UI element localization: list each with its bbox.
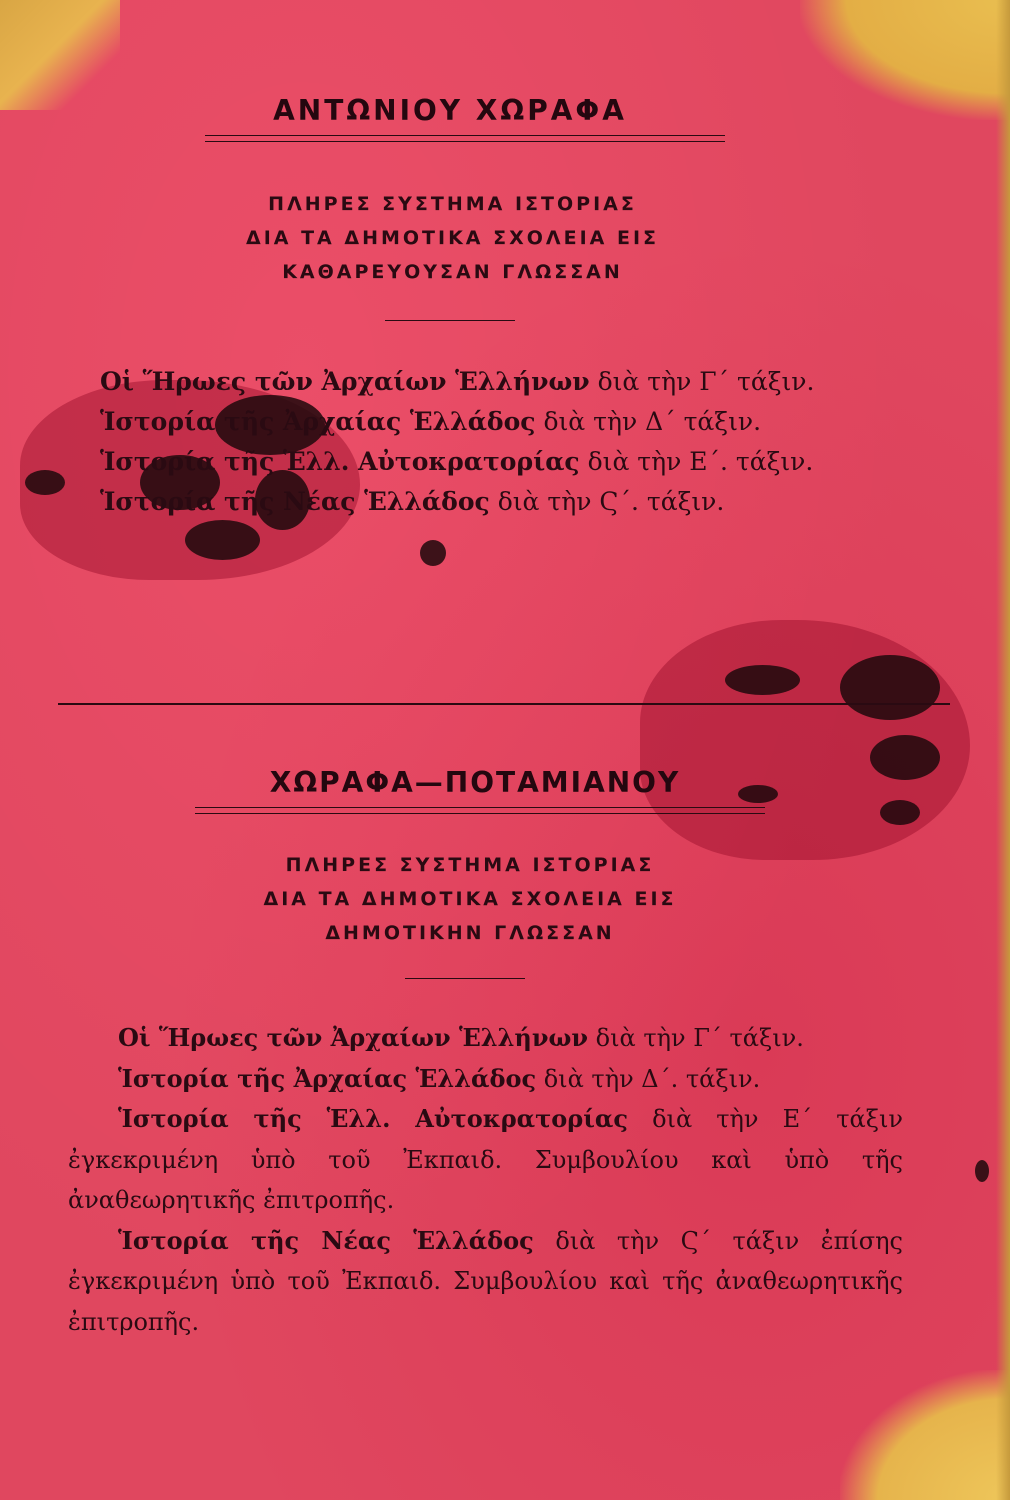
book-title: Ἱστορία τῆς Ἀρχαίας Ἑλλάδος (100, 407, 536, 436)
ink-blot (185, 520, 260, 560)
book-entry (50, 402, 870, 442)
short-rule (385, 320, 515, 321)
book-desc: διὰ τὴν Γ΄ τάξιν. (595, 1024, 804, 1052)
book-desc: διὰ τὴν Ϛ΄. τάξιν. (497, 487, 725, 516)
section1-subtitle (0, 187, 905, 289)
book-title: Ἱστορία τῆς Ἑλλ. Αὐτοκρατορίας (118, 1104, 628, 1133)
book-title: Οἱ Ἥρωες τῶν Ἀρχαίων Ἑλλήνων (100, 367, 590, 396)
section2-book-list (68, 1018, 903, 1342)
short-rule (405, 978, 525, 979)
subtitle-line: ΠΛΗΡΕΣ ΣΥΣΤΗΜΑ ΙΣΤΟΡΙΑΣ (285, 854, 655, 876)
double-rule (195, 813, 765, 814)
book-desc: διὰ τὴν Γ΄ τάξιν. (597, 367, 815, 396)
book-title: Ἱστορία τῆς Ἀρχαίας Ἑλλάδος (118, 1063, 537, 1093)
section2-author-title: ΧΩΡΑΦΑ—ΠΟΤΑΜΙΑΝΟΥ (269, 766, 681, 799)
book-title: Ἱστορία τῆς Νέας Ἑλλάδος (118, 1225, 534, 1255)
ink-blot (840, 655, 940, 720)
subtitle-line: ΔΙΑ ΤΑ ΔΗΜΟΤΙΚΑ ΣΧΟΛΕΙΑ ΕΙΣ (263, 888, 677, 910)
book-desc: διὰ τὴν Δ΄ τάξιν. (543, 407, 762, 436)
book-desc: διὰ τὴν Ϛ΄ τάξιν ἐπίσης ἐγκεκριμένη ὑπὸ τοῦ Ἐκπαιδ. Συμβουλίου καὶ τῆς ἀναθεωρητικῆς ἐπιτροπῆς. (68, 1226, 903, 1336)
subtitle-line: ΠΛΗΡΕΣ ΣΥΣΤΗΜΑ ΙΣΤΟΡΙΑΣ (268, 193, 637, 215)
book-entry (50, 482, 870, 522)
worn-corner-bottom-right (840, 1370, 1010, 1500)
book-entry (68, 1221, 903, 1343)
spine-edge (996, 0, 1010, 1500)
section1-book-list (50, 362, 870, 522)
ink-blot (880, 800, 920, 825)
ink-blot (975, 1160, 989, 1182)
section1-author-title: ΑΝΤΩΝΙΟΥ ΧΩΡΑΦΑ (273, 94, 627, 127)
double-rule (195, 807, 765, 808)
subtitle-line: ΔΗΜΟΤΙΚΗΝ ΓΛΩΣΣΑΝ (325, 922, 615, 944)
book-entry (50, 362, 870, 402)
book-entry (68, 1018, 903, 1059)
subtitle-line: ΔΙΑ ΤΑ ΔΗΜΟΤΙΚΑ ΣΧΟΛΕΙΑ ΕΙΣ (246, 227, 659, 249)
subtitle-line: ΚΑΘΑΡΕΥΟΥΣΑΝ ΓΛΩΣΣΑΝ (282, 261, 623, 283)
book-desc: διὰ τὴν Ε΄. τάξιν. (587, 447, 814, 476)
section2-subtitle (0, 848, 940, 950)
ink-blot (420, 540, 446, 566)
ink-blot (725, 665, 800, 695)
book-title: Ἱστορία τῆς Νέας Ἑλλάδος (100, 487, 490, 516)
book-desc: διὰ τὴν Δ΄. τάξιν. (543, 1064, 761, 1093)
book-title: Οἱ Ἥρωες τῶν Ἀρχαίων Ἑλλήνων (118, 1023, 589, 1052)
book-title: Ἱστορία τῆς Ἑλλ. Αὐτοκρατορίας (100, 447, 580, 476)
section-divider (58, 703, 950, 705)
double-rule (205, 141, 725, 142)
book-desc: διὰ τὴν Ε΄ τάξιν ἐγκεκριμένη ὑπὸ τοῦ Ἐκπαιδ. Συμβουλίου καὶ ὑπὸ τῆς ἀναθεωρητικῆς ἐπιτροπῆς. (68, 1105, 903, 1214)
book-entry (50, 442, 870, 482)
book-entry (68, 1099, 903, 1221)
double-rule (205, 135, 725, 136)
book-entry (68, 1059, 903, 1100)
